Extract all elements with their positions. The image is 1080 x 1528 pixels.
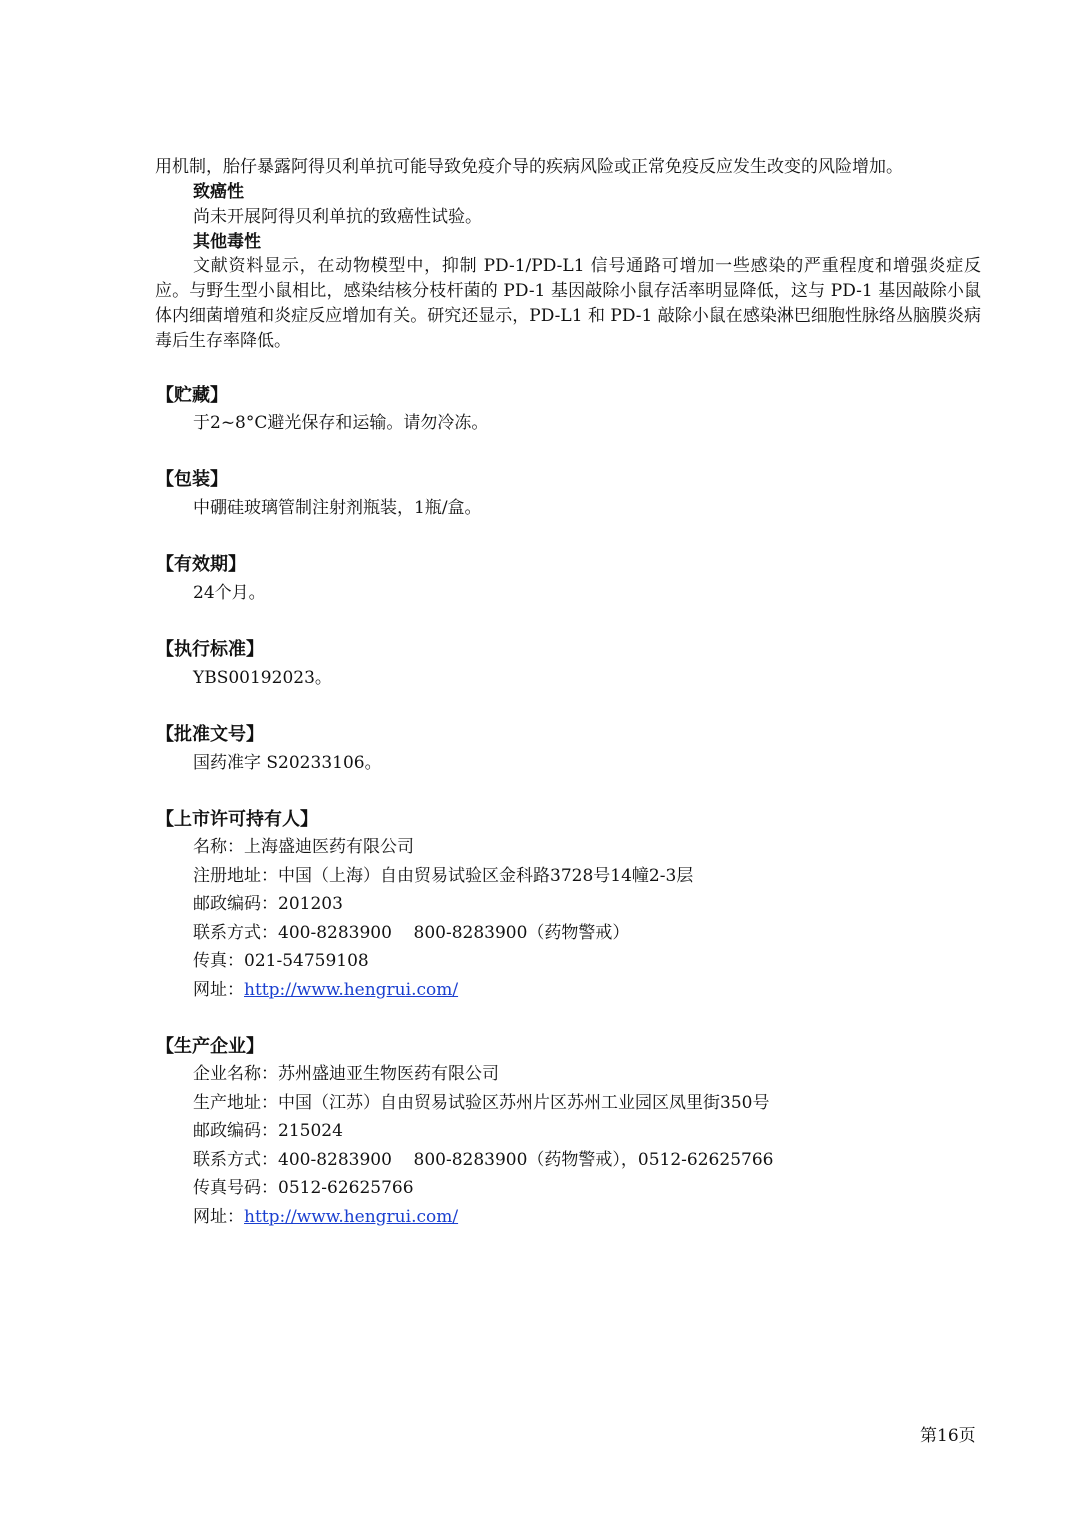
manufacturer-name: 企业名称：苏州盛迪亚生物医药有限公司 xyxy=(193,1064,499,1084)
mah-fax: 传真：021-54759108 xyxy=(193,951,369,971)
manufacturer-heading: 【生产企业】 xyxy=(156,1036,264,1057)
manufacturer-postcode: 邮政编码：215024 xyxy=(193,1121,343,1141)
approval-text: 国药准字 S20233106。 xyxy=(193,753,382,773)
other-toxicity-text: 文献资料显示，在动物模型中，抑制 PD-1/PD-L1 信号通路可增加一些感染的严重程度和增强炎症反应。与野生型小鼠相比，感染结核分枝杆菌的 PD-1 基因敲除小鼠存活率明显降低，这与 PD-1 基因敲除小鼠体内细菌增殖和炎症反应增加有关。研究还显示，PD-L1 和 PD-1 敲除小鼠在感染淋巴细胞性脉络丛脑膜炎病毒后生存率降低。 xyxy=(155,256,981,351)
standard-heading: 【执行标准】 xyxy=(156,639,264,660)
page-number: 第16页 xyxy=(920,1426,976,1446)
packaging-heading: 【包装】 xyxy=(156,469,228,490)
manufacturer-fax: 传真号码：0512-62625766 xyxy=(193,1178,414,1198)
storage-heading: 【贮藏】 xyxy=(156,385,228,406)
validity-heading: 【有效期】 xyxy=(156,554,246,575)
manufacturer-website xyxy=(193,1205,458,1230)
approval-heading: 【批准文号】 xyxy=(156,724,264,745)
manufacturer-website-link[interactable]: http://www.hengrui.com/ xyxy=(244,1207,459,1227)
mah-website xyxy=(193,978,458,1003)
mah-contact: 联系方式：400-8283900 800-8283900（药物警戒） xyxy=(193,923,630,943)
continuation-text: 用机制，胎仔暴露阿得贝利单抗可能导致免疫介导的疾病风险或正常免疫反应发生改变的风险增加。 xyxy=(155,157,903,177)
manufacturer-website-label: 网址： xyxy=(193,1207,244,1227)
mah-heading: 【上市许可持有人】 xyxy=(156,809,318,830)
mah-postcode: 邮政编码：201203 xyxy=(193,894,343,914)
mah-address: 注册地址：中国（上海）自由贸易试验区金科路3728号14幢2-3层 xyxy=(193,866,694,886)
mah-website-label: 网址： xyxy=(193,980,244,1000)
storage-text: 于2~8°C避光保存和运输。请勿冷冻。 xyxy=(193,413,489,433)
manufacturer-address: 生产地址：中国（江苏）自由贸易试验区苏州片区苏州工业园区凤里街350号 xyxy=(193,1093,770,1113)
manufacturer-contact: 联系方式：400-8283900 800-8283900（药物警戒），0512-62625766 xyxy=(193,1150,774,1170)
validity-text: 24个月。 xyxy=(193,583,266,603)
mah-website-link[interactable]: http://www.hengrui.com/ xyxy=(244,980,459,1000)
standard-text: YBS00192023。 xyxy=(193,668,332,688)
carcinogenicity-text: 尚未开展阿得贝利单抗的致癌性试验。 xyxy=(193,207,482,227)
mah-name: 名称：上海盛迪医药有限公司 xyxy=(193,837,414,857)
other-toxicity-heading: 其他毒性 xyxy=(193,232,261,252)
carcinogenicity-heading: 致癌性 xyxy=(193,182,244,202)
packaging-text: 中硼硅玻璃管制注射剂瓶装，1瓶/盒。 xyxy=(193,498,482,518)
